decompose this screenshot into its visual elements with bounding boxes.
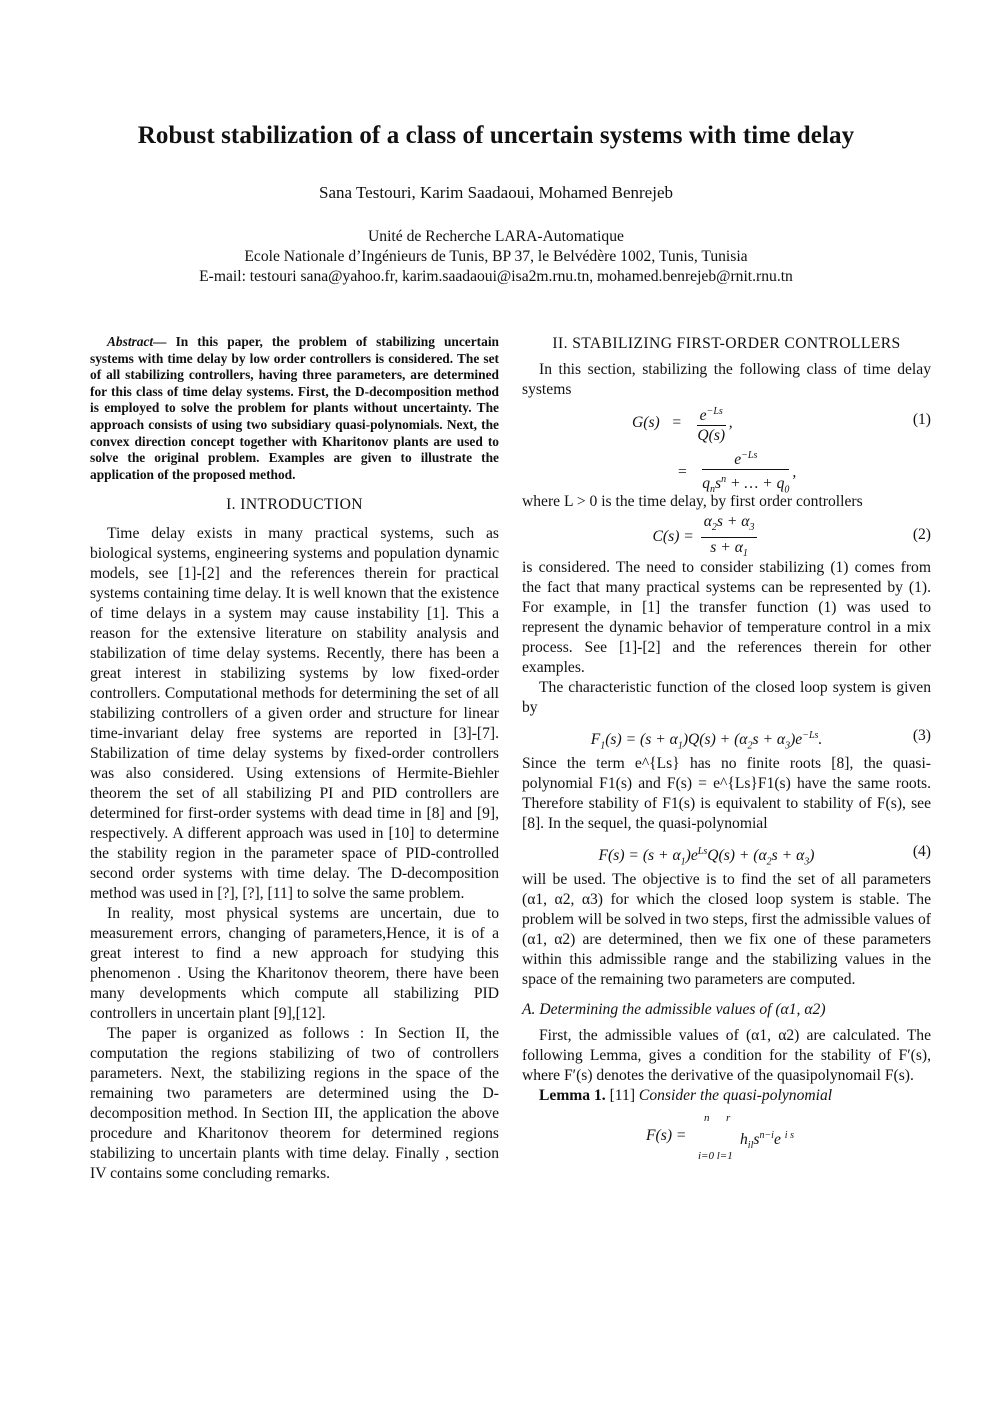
- equation-5: n r F(s) = $h_{il}s^{n-i}e$ $^{i s}$ i=0 l=1: [646, 1112, 794, 1162]
- section2-paragraph: Since the term e^{Ls} has no finite roots [8], the quasi-polynomial F1(s) and F(s) = e^{Ls}F1(s) have the same roots. Therefore stability of F1(s) is equivalent to stability of F(s), see [8]. In the sequel, the quasi-polynomial: [522, 755, 931, 832]
- abstract-lead: Abstract—: [107, 334, 167, 349]
- lemma-label: Lemma 1.: [539, 1087, 606, 1104]
- section2-paragraph: In this section, stabilizing the following class of time delay systems: [522, 361, 931, 398]
- equation-3: $F_1(s) = (s + \alpha_1)Q(s) + (\alpha_2s + \alpha_3)e^{-Ls}$. (3): [590, 727, 931, 752]
- section2-paragraph: is considered. The need to consider stabilizing (1) comes from the fact that many practical systems can be represented by (1). For example, in [1] the transfer function (1) was used to represent the dynamic behavior of temperature control in a mix process. See [1]-[2] and the references therein for other examples.: [522, 559, 931, 676]
- right-column: [522, 334, 931, 1166]
- section-heading-introduction: I. INTRODUCTION: [226, 496, 363, 514]
- lemma-text: Consider the quasi-polynomial: [638, 1087, 833, 1104]
- equation-1: G(s) = $\frac{e^{-Ls}}{Q(s)}$ , = $\frac{e^{-Ls}}{q_ns^n + \dots + q_0}$ , (1): [522, 400, 931, 492]
- intro-paragraph: The paper is organized as follows : In Section II, the computation the regions stabilizing of two of controllers parameters. Next, the stabilizing regions in the space of the remaining two parameters are determined using the D-decomposition method. In Section III, the application the above procedure and Kharitonov theorem for determined regions stabilizing to uncertain plants with time delay. Finally , section IV contains some concluding remarks.: [90, 1025, 499, 1183]
- section2-paragraph: where L > 0 is the time delay, by first order controllers: [522, 493, 863, 510]
- section2-paragraph: The characteristic function of the closed loop system is given by: [522, 679, 931, 716]
- lemma-ref: [11]: [609, 1087, 636, 1104]
- left-column: [90, 334, 499, 1184]
- equation-4: $F(s) = (s + \alpha_1)e^{Ls}Q(s) + (\alpha_2s + \alpha_3)$ (4): [598, 843, 931, 868]
- paper-authors: Sana Testouri, Karim Saadaoui, Mohamed Benrejeb: [319, 183, 673, 202]
- lemma-statement: [522, 1086, 931, 1106]
- affiliation-email: E-mail: testouri sana@yahoo.fr, karim.saadaoui@isa2m.rnu.tn, mohamed.benrejeb@rnit.rnu.tn: [199, 268, 793, 285]
- equation-2: C(s) = $\frac{\alpha_2s + \alpha_3}{s + \alpha_1}$ (2): [652, 513, 931, 560]
- section-heading-stabilizing: II. STABILIZING FIRST-ORDER CONTROLLERS: [552, 335, 901, 352]
- intro-paragraph: In reality, most physical systems are uncertain, due to measurement errors, changing of parameters,Hence, it is of a great interest to find a new approach for studying this phenomenon . Using the Kharitonov theorem, there have been many developments which compute all stabilizing PID controllers in uncertain plant [9],[12].: [90, 905, 499, 1023]
- equation-number: (3): [912, 727, 931, 744]
- paper-title: Robust stabilization of a class of uncertain systems with time delay: [137, 122, 855, 149]
- affiliation-line: Ecole Nationale d’Ingénieurs de Tunis, BP 37, le Belvédère 1002, Tunis, Tunisia: [244, 248, 748, 265]
- intro-paragraph: Time delay exists in many practical systems, such as biological systems, engineering systems and population dynamic models, see [1]-[2] and the references therein for practical systems containing time delay. It is well known that the existence of time delays in a system may cause instability [1]. This a reason for the extensive literature on stability analysis and stabilization of time delay systems. Recently, there has been a great interest in stabilizing systems by low fixed-order controllers. Computational methods for determining the set of all stabilizing controllers of a given order and structure for linear time-invariant delay free systems are reported in [3]-[7]. Stabilization of time delay systems by fixed-order controllers was also considered. Using extensions of Hermite-Biehler theorem the set of all stabilizing PI and PID controllers are determined for first-order systems with dead time in [8] and [9], respectively. A different approach was used in [10] to determine the stability region in the parameter space of PID-controlled second order systems with time delay. The D-decomposition method was used in [?], [?], [11] to solve the same problem.: [90, 525, 499, 903]
- affiliation-block: [0, 227, 992, 287]
- section2-paragraph: will be used. The objective is to find the set of all parameters (α1, α2, α3) for which the closed loop system is stable. The problem will be solved in two steps, first the admissible values of (α1, α2) are determined, then we fix one of these parameters within this admissible range and the stabilizing values in the space of the remaining two parameters are computed.: [522, 871, 931, 988]
- subsection-heading: A. Determining the admissible values of (α1, α2): [522, 1001, 826, 1018]
- equation-number: (2): [912, 526, 931, 543]
- abstract: [90, 334, 499, 483]
- equation-number: (4): [912, 843, 931, 860]
- section2-paragraph: First, the admissible values of (α1, α2) are calculated. The following Lemma, gives a condition for the stability of F′(s), where F′(s) denotes the derivative of the quasipolynomail F(s).: [522, 1027, 931, 1084]
- affiliation-line: Unité de Recherche LARA-Automatique: [368, 228, 624, 245]
- abstract-text: In this paper, the problem of stabilizing uncertain systems with time delay by low order controllers is considered. The set of all stabilizing controllers, having three parameters, are determined for this class of time delay systems. First, the D-decomposition method is employed to solve the problem for plants without uncertainty. The approach consists of using two subsidiary quasi-polynomials. Next, the convex direction concept together with Kharitonov plants are used to solve the original problem. Examples are given to illustrate the application of the proposed method.: [90, 334, 499, 482]
- equation-number: (1): [912, 411, 931, 428]
